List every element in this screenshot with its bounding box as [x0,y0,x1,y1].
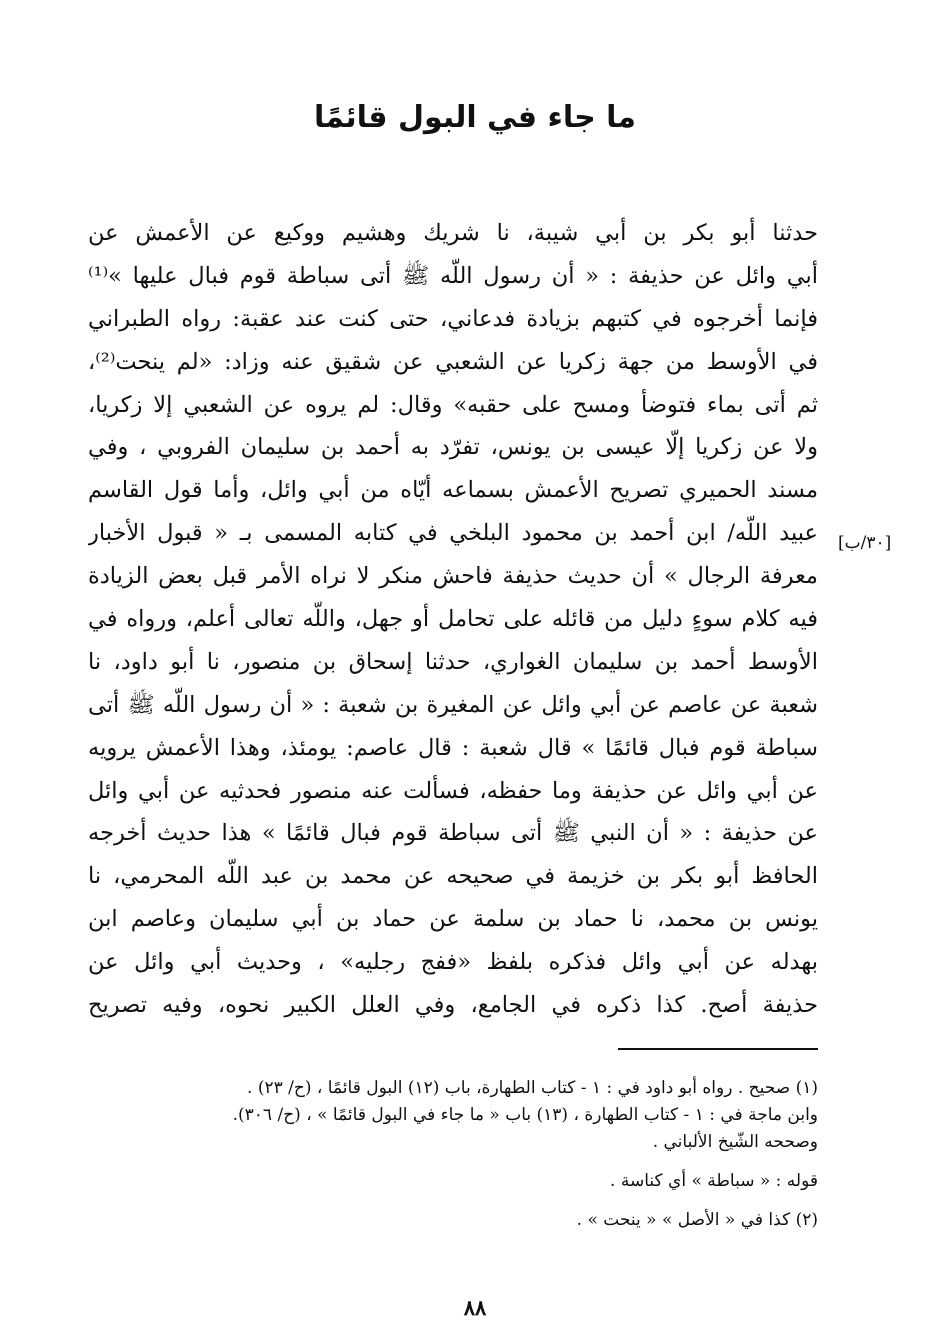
text-line: أبي وائل عن حذيفة : « أن رسول اللّه ﷺ أتى سباطة قوم فبال عليها »⁽¹⁾ [88,262,818,289]
text-line: مسند الحميري تصريح الأعمش بسماعه أيّاه من أبي وائل، وأما قول القاسم [88,477,818,504]
text-line: فيه كلام سوءٍ دليل من قائله على تحامل أو جهل، واللّه تعالى أعلم، ورواه في [88,606,818,633]
footnotes [88,1075,818,1234]
chapter-title: ما جاء في البول قائمًا [313,100,637,135]
main-text [88,212,818,1027]
text-line: معرفة الرجال » أن حديث حذيفة فاحش منكر لا نراه الأمر قبل بعض الزيادة [88,563,818,590]
text-line: عبيد اللّه/ ابن أحمد بن محمود البلخي في كتابه المسمى بـ « قبول الأخبار [88,520,818,547]
text-line: عن أبي وائل عن حذيفة وما حفظه، فسألت عنه منصور فحدثيه عن أبي وائل [88,777,818,804]
text-line: الأوسط أحمد بن سليمان الغواري، حدثنا إسحاق بن منصور، نا أبو داود، نا [88,648,818,675]
footnote-1-note: قوله : « سباطة » أي كناسة . [610,1171,818,1191]
text-line: حذيفة أصح. كذا ذكره في الجامع، وفي العلل الكبير نحوه، وفيه تصريح [88,992,818,1019]
text-line: في الأوسط من جهة زكريا عن الشعبي عن شقيق عنه وزاد: «لم ينحت⁽²⁾، [88,348,818,375]
footnote-separator [618,1048,818,1050]
text-line: الحافظ أبو بكر بن خزيمة في صحيحه عن محمد بن عبد اللّه المحرمي، نا [88,863,818,890]
text-line: يونس بن محمد، نا حماد بن سلمة عن حماد بن أبي سليمان وعاصم ابن [88,906,818,933]
footnote-1-line-1: (١) صحيح . رواه أبو داود في : ١ - كتاب الطهارة، باب (١٢) البول قائمًا ، (ح/ ٢٣) . [247,1078,818,1098]
text-line: عن حذيفة : « أن النبي ﷺ أتى سباطة قوم فبال قائمًا » هذا حديث أخرجه [88,820,818,847]
text-line: حدثنا أبو بكر بن أبي شيبة، نا شريك وهشيم ووكيع عن الأعمش عن [88,220,818,246]
page-number: ٨٨ [463,1295,487,1320]
text-line: بهدله عن أبي وائل فذكره بلفظ «ففج رجليه» ، وحديث أبي وائل عن [88,949,818,976]
footnote-1-line-3: وصححه الشّيخ الألباني . [652,1132,818,1152]
text-line: ولا عن زكريا إلّا عيسى بن يونس، تفرّد به أحمد بن سليمان الفروبي ، وفي [88,434,818,461]
text-line: ثم أتى بماء فتوضأ ومسح على حقبه» وقال: لم يروه عن الشعبي إلا زكريا، [88,391,818,418]
footnote-1-line-2: وابن ماجة في : ١ - كتاب الطهارة ، (١٣) باب « ما جاء في البول قائمًا » ، (ح/ ٣٠٦). [232,1105,818,1125]
text-line: فإنما أخرجوه في كتبهم بزيادة فدعاني، حتى كنت عند عقبة: رواه الطبراني [88,305,818,332]
text-line: سباطة قوم فبال قائمًا » قال شعبة : قال عاصم: يومئذ، وهذا الأعمش يرويه [88,734,818,761]
text-line: شعبة عن عاصم عن أبي وائل عن المغيرة بن شعبة : « أن رسول اللّه ﷺ أتى [88,691,818,718]
footnote-2: (٢) كذا في « الأصل » « ينحت » . [576,1210,818,1230]
margin-folio-note: [٣٠/ب] [838,533,892,553]
